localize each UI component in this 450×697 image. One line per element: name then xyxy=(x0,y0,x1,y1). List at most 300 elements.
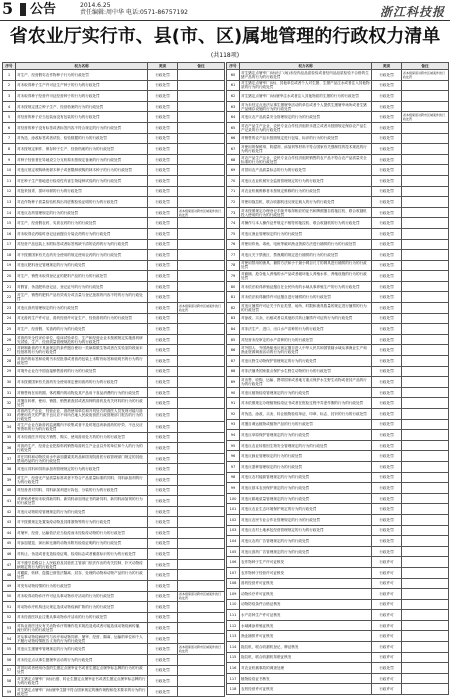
cell-type: 行政处罚 xyxy=(148,559,178,570)
col-header-type: 类别 xyxy=(148,63,178,70)
cell-name: 对违反兽药广告管理规定的行为的行政处罚 xyxy=(240,546,372,557)
table-row xyxy=(3,324,225,335)
cell-type: 行政处罚 xyxy=(372,197,402,208)
cell-name: 对无兽药生产许可证、兽药经营许可证生产、经营兽药的行为的行政处罚 xyxy=(16,313,148,324)
cell-name: 对外国人、外国渔船违反规定擅自进入中华人民共和国管辖水域从事渔业生产和渔业资源调查活动的行为的行政处罚 xyxy=(240,345,372,356)
cell-name: 对冒用农产品质量标志的行为的行政处罚 xyxy=(240,165,372,176)
table-row xyxy=(3,387,225,398)
cell-note xyxy=(402,398,449,409)
cell-name: 对农作物种子质量检验机构出具虚假检验证明的行为的行政处罚 xyxy=(16,197,148,208)
masthead-logo: 浙江科技报 xyxy=(379,5,445,19)
cell-type: 行政处罚 xyxy=(372,165,402,176)
cell-note xyxy=(178,517,225,528)
cell-no: 104 xyxy=(227,536,240,547)
cell-note xyxy=(402,599,449,610)
cell-type: 行政处罚 xyxy=(372,472,402,483)
cell-note xyxy=(402,313,449,324)
cell-type: 行政处罚 xyxy=(372,122,402,133)
col-header-type: 类别 xyxy=(372,63,402,70)
cell-type: 行政许可 xyxy=(372,652,402,663)
left-table-body xyxy=(3,70,225,697)
cell-name: 对未取得种子经营许可证经营种子的行为的行政处罚 xyxy=(16,91,148,102)
cell-no: 118 xyxy=(227,684,240,695)
table-row xyxy=(227,313,449,324)
cell-note xyxy=(402,620,449,631)
cell-no: 85 xyxy=(227,334,240,345)
cell-name: 对违反农药广告管理规定的行为的行政处罚 xyxy=(240,536,372,547)
cell-no: 20 xyxy=(3,271,16,282)
cell-no: 2 xyxy=(3,80,16,91)
cell-note xyxy=(402,684,449,695)
table-row xyxy=(3,281,225,292)
cell-name: 对使用拖拉机、联合收割机违反规定载人的行为的行政处罚 xyxy=(240,197,372,208)
cell-type: 行政处罚 xyxy=(148,250,178,261)
cell-name: 农作物种子经营许可证核发 xyxy=(240,567,372,578)
cell-note xyxy=(402,175,449,186)
cell-name: 对擅自转移、使用、销毁、销售被查封或者扣押的兽药及有关材料的行为的行政处罚 xyxy=(16,398,148,409)
cell-no: 55 xyxy=(3,644,16,655)
table-row xyxy=(227,80,449,91)
cell-name: 对违反农业转基因生物安全管理规定的行为的行政处罚 xyxy=(240,440,372,451)
cell-note xyxy=(178,676,225,687)
cell-note xyxy=(178,197,225,208)
table-row xyxy=(227,620,449,631)
cell-type: 行政处罚 xyxy=(148,453,178,464)
cell-type: 行政处罚 xyxy=(148,345,178,356)
cell-name: 对销售的农产品未按照规定进行包装、标识的行为的行政处罚 xyxy=(240,133,372,144)
cell-name: 对违反农产品质量安全管理规定的行为的行政处罚 xyxy=(240,112,372,123)
cell-type: 行政处罚 xyxy=(148,324,178,335)
cell-no: 31 xyxy=(3,387,16,398)
cell-type: 行政处罚 xyxy=(148,602,178,613)
table-row xyxy=(3,453,225,464)
cell-type: 行政处罚 xyxy=(372,292,402,303)
cell-note xyxy=(178,250,225,261)
cell-name: 对抢采掠青、损坏母树的行为的行政处罚 xyxy=(16,186,148,197)
cell-type: 行政处罚 xyxy=(372,154,402,165)
cell-note xyxy=(178,538,225,549)
cell-no: 60 xyxy=(227,70,240,81)
table-row xyxy=(227,652,449,663)
cell-note xyxy=(178,485,225,496)
cell-type: 行政处罚 xyxy=(148,133,178,144)
cell-note xyxy=(178,80,225,91)
cell-no: 81 xyxy=(227,292,240,303)
cell-name: 对发布动物疫情的行为的行政处罚 xyxy=(16,580,148,591)
table-row xyxy=(3,676,225,687)
table-row xyxy=(227,493,449,504)
table-row xyxy=(3,443,225,454)
cell-no: 9 xyxy=(3,154,16,165)
cell-no: 79 xyxy=(227,271,240,282)
cell-type: 行政处罚 xyxy=(372,133,402,144)
cell-note xyxy=(178,271,225,282)
cell-type: 行政处罚 xyxy=(148,443,178,454)
table-row xyxy=(3,474,225,485)
table-row xyxy=(227,366,449,377)
cell-type: 行政处罚 xyxy=(148,580,178,591)
cell-name: 对未经定点从事生猪屠宰活动的行为的行政处罚 xyxy=(16,655,148,666)
cell-name: 对生产、销售未取得登记证的肥料产品的行为的行政处罚 xyxy=(16,271,148,282)
cell-name: 渔业捕捞许可证核发 xyxy=(240,631,372,642)
cell-note xyxy=(178,559,225,570)
cell-type: 行政处罚 xyxy=(148,334,178,345)
cell-no: 117 xyxy=(227,673,240,684)
cell-type: 行政处罚 xyxy=(372,91,402,102)
cell-note xyxy=(402,80,449,91)
table-row xyxy=(227,398,449,409)
cell-note xyxy=(178,292,225,303)
cell-name: 对违反耕地质量管理规定的行为的行政处罚 xyxy=(240,493,372,504)
cell-no: 103 xyxy=(227,525,240,536)
table-row xyxy=(3,292,225,303)
cell-name: 动物诊疗许可证核发 xyxy=(240,589,372,600)
cell-note xyxy=(402,387,449,398)
cell-type: 行政处罚 xyxy=(148,591,178,602)
cell-type: 行政处罚 xyxy=(148,101,178,112)
cell-type: 行政许可 xyxy=(372,578,402,589)
table-row xyxy=(3,239,225,250)
cell-note xyxy=(178,474,225,485)
col-header-note: 备注 xyxy=(402,63,449,70)
cell-note xyxy=(178,527,225,538)
cell-type: 行政处罚 xyxy=(148,686,178,697)
cell-note xyxy=(178,324,225,335)
cell-no: 76 xyxy=(227,239,240,250)
cell-no: 15 xyxy=(3,218,16,229)
cell-no: 30 xyxy=(3,377,16,388)
cell-no: 101 xyxy=(227,504,240,515)
cell-type: 行政处罚 xyxy=(372,80,402,91)
table-row xyxy=(3,559,225,570)
table-row xyxy=(3,527,225,538)
cell-no: 68 xyxy=(227,154,240,165)
cell-name: 对动物诊疗机构违反规定造成动物疫病扩散的行为的行政处罚 xyxy=(16,602,148,613)
cell-no: 115 xyxy=(227,652,240,663)
cell-note xyxy=(178,165,225,176)
cell-name: 对从事动物疫病研究与诊疗和动物饲养、屠宰、经营、隔离、运输的单位和个人不履行动物疫情报告义务的行为的行政处罚 xyxy=(16,633,148,644)
cell-no: 14 xyxy=(3,207,16,218)
cell-type: 行政处罚 xyxy=(372,461,402,472)
table-row xyxy=(3,356,225,367)
right-table xyxy=(226,62,449,695)
table-row xyxy=(227,461,449,472)
cell-no: 36 xyxy=(3,443,16,454)
cell-no: 71 xyxy=(227,186,240,197)
table-row xyxy=(227,175,449,186)
cell-name: 对违反饲料和饲料添加剂管理规定的行为的行政处罚 xyxy=(16,464,148,475)
cell-type: 行政许可 xyxy=(372,557,402,568)
cell-no: 62 xyxy=(227,91,240,102)
cell-type: 行政处罚 xyxy=(372,377,402,388)
cell-type: 行政许可 xyxy=(372,599,402,610)
cell-no: 84 xyxy=(227,324,240,335)
table-row xyxy=(227,684,449,695)
table-row xyxy=(3,409,225,422)
cell-name: 对生产、经营假劣农作物种子行为的行政处罚 xyxy=(16,70,148,81)
table-row xyxy=(227,292,449,303)
cell-type: 行政处罚 xyxy=(372,451,402,462)
cell-type: 行政处罚 xyxy=(372,313,402,324)
table-row xyxy=(3,538,225,549)
cell-name: 对违反基本农田保护规定的行为的行政处罚 xyxy=(240,483,372,494)
cell-note xyxy=(402,218,449,229)
table-row xyxy=(3,144,225,155)
cell-name: 对违反兽药管理规定的行为的行政处罚 xyxy=(16,303,148,314)
cell-name: 对未按照国家有关兽药安全使用规定使用兽药的行为的行政处罚 xyxy=(16,377,148,388)
cell-no: 113 xyxy=(227,631,240,642)
editor-line: 责任编辑:周中华 xyxy=(80,9,125,16)
cell-note xyxy=(402,546,449,557)
cell-no: 95 xyxy=(227,440,240,451)
cell-name: 对为未经定点违法从事生猪屠宰活动的单位或者个人提供生猪屠宰场所或者生猪产品储存设施的行为的行政处罚 xyxy=(240,101,372,112)
table-row xyxy=(3,186,225,197)
cell-type: 行政处罚 xyxy=(148,292,178,303)
table-row xyxy=(3,633,225,644)
cell-name: 对执业兽医违反有关动物诊疗的操作技术规范造成或者可能造成动物疫病传播、流行的行为的行政处罚 xyxy=(16,623,148,634)
cell-name: 对使用炸鱼、毒鱼、电鱼等破坏渔业资源方法进行捕捞的行为的行政处罚 xyxy=(240,239,372,250)
cell-type: 行政处罚 xyxy=(148,313,178,324)
cell-note: 省本级保留对跨市区域案件的行政处罚 xyxy=(178,207,225,218)
cell-name: 对农产品生产企业、农民专业合作经济组织销售的农产品不符合农产品质量安全标准的行为的行政处罚 xyxy=(240,154,372,165)
cell-no: 29 xyxy=(3,366,16,377)
cell-note xyxy=(178,228,225,239)
cell-name: 水域滩涂养殖证核发 xyxy=(240,620,372,631)
cell-no: 34 xyxy=(3,422,16,433)
table-row xyxy=(3,345,225,356)
table-row xyxy=(227,144,449,155)
table-row xyxy=(3,644,225,655)
cell-type: 行政处罚 xyxy=(148,175,178,186)
cell-note xyxy=(402,377,449,388)
cell-type: 行政处罚 xyxy=(148,644,178,655)
cell-no: 42 xyxy=(3,506,16,517)
cell-no: 93 xyxy=(227,419,240,430)
cell-type: 行政处罚 xyxy=(372,504,402,515)
table-row xyxy=(227,451,449,462)
cell-no: 26 xyxy=(3,334,16,345)
cell-note xyxy=(402,334,449,345)
cell-name: 对违反农村能源管理规定的行为的行政处罚 xyxy=(240,472,372,483)
cell-type: 行政处罚 xyxy=(372,536,402,547)
table-row xyxy=(227,642,449,653)
table-row xyxy=(227,91,449,102)
cell-no: 46 xyxy=(3,549,16,560)
cell-name: 对违反农业生态环境保护规定的行为的行政处罚 xyxy=(240,504,372,515)
cell-note xyxy=(178,175,225,186)
table-row xyxy=(3,398,225,409)
cell-type: 行政处罚 xyxy=(372,409,402,420)
cell-no: 83 xyxy=(227,313,240,324)
cell-type: 行政处罚 xyxy=(148,633,178,644)
cell-note xyxy=(178,387,225,398)
cell-note xyxy=(402,197,449,208)
cell-type: 行政处罚 xyxy=(148,432,178,443)
cell-type: 行政许可 xyxy=(372,631,402,642)
cell-name: 对违反农药管理规定的行为的行政处罚 xyxy=(16,207,148,218)
cell-no: 116 xyxy=(227,663,240,674)
cell-no: 91 xyxy=(227,398,240,409)
cell-no: 25 xyxy=(3,324,16,335)
cell-no: 72 xyxy=(227,197,240,208)
cell-name: 兽药经营许可证核发 xyxy=(240,578,372,589)
cell-name: 拖拉机、联合收割机驾驶证核发 xyxy=(240,652,372,663)
cell-type: 行政处罚 xyxy=(148,506,178,517)
cell-type: 行政处罚 xyxy=(148,549,178,560)
cell-no: 100 xyxy=(227,493,240,504)
cell-note xyxy=(178,570,225,581)
cell-type: 行政处罚 xyxy=(372,207,402,218)
table-row xyxy=(3,218,225,229)
cell-no: 86 xyxy=(227,345,240,356)
cell-name: 对销售尚在用药期、休药期内的动物及其产品用于食品消费的行为的行政处罚 xyxy=(16,387,148,398)
cell-note xyxy=(402,567,449,578)
cell-note xyxy=(402,165,449,176)
cell-no: 70 xyxy=(227,175,240,186)
cell-no: 24 xyxy=(3,313,16,324)
table-row xyxy=(3,422,225,433)
cell-note xyxy=(178,218,225,229)
cell-note xyxy=(402,578,449,589)
table-row xyxy=(3,464,225,475)
cell-note xyxy=(178,602,225,613)
cell-name: 对违反野生动物保护管理规定的行为的行政处罚 xyxy=(240,356,372,367)
cell-no: 52 xyxy=(3,612,16,623)
table-row xyxy=(227,70,449,81)
cell-type: 行政许可 xyxy=(372,620,402,631)
table-row xyxy=(3,70,225,81)
cell-type: 行政处罚 xyxy=(148,655,178,666)
cell-no: 43 xyxy=(3,517,16,528)
cell-no: 114 xyxy=(227,642,240,653)
table-row xyxy=(227,546,449,557)
cell-note xyxy=(178,133,225,144)
cell-name: 对未按规定建立种子生产、经营档案的行为的行政处罚 xyxy=(16,101,148,112)
right-table-body xyxy=(227,70,449,695)
cell-name: 对生产、销售的肥料产品有效成分或含量与登记批准的内容不符的行为的行政处罚 xyxy=(16,292,148,303)
cell-note xyxy=(178,655,225,666)
cell-type: 行政许可 xyxy=(372,642,402,653)
table-row xyxy=(227,154,449,165)
cell-type: 行政处罚 xyxy=(372,514,402,525)
cell-type: 行政处罚 xyxy=(148,474,178,485)
cell-no: 92 xyxy=(227,409,240,420)
cell-type: 行政处罚 xyxy=(372,546,402,557)
cell-name: 对兽药生产企业、经营企业、兽药使用单位和开具处方的兽医人员发现可能与兽药使用有关的严重不良反应不向所在地人民政府兽医行政管理部门报告的行为的行政处罚 xyxy=(16,409,148,422)
cell-note xyxy=(178,260,225,271)
cell-note xyxy=(402,483,449,494)
cell-no: 35 xyxy=(3,432,16,443)
cell-no: 74 xyxy=(227,218,240,229)
table-row xyxy=(3,175,225,186)
cell-note xyxy=(402,292,449,303)
cell-note xyxy=(402,260,449,271)
table-row xyxy=(3,377,225,388)
cell-no: 4 xyxy=(3,101,16,112)
cell-no: 109 xyxy=(227,589,240,600)
cell-no: 19 xyxy=(3,260,16,271)
table-row xyxy=(227,101,449,112)
cell-note xyxy=(178,665,225,676)
cell-note xyxy=(178,409,225,422)
cell-no: 50 xyxy=(3,591,16,602)
header-rule xyxy=(0,20,450,21)
table-row xyxy=(227,430,449,441)
cell-type: 行政处罚 xyxy=(148,538,178,549)
cell-type: 行政处罚 xyxy=(148,80,178,91)
cell-no: 65 xyxy=(227,122,240,133)
table-row xyxy=(3,591,225,602)
table-row xyxy=(3,602,225,613)
cell-type: 行政处罚 xyxy=(372,663,402,674)
table-row xyxy=(227,239,449,250)
cell-note xyxy=(402,663,449,674)
cell-name: 对兽药的标签和说明书未经批准或者兽药包装上未附有标签和说明书的行为的行政处罚 xyxy=(16,356,148,367)
cell-note xyxy=(178,686,225,697)
cell-type: 行政处罚 xyxy=(372,144,402,155)
cell-type: 行政处罚 xyxy=(372,239,402,250)
col-header-name: 权力名称 xyxy=(240,63,372,70)
cell-note xyxy=(178,144,225,155)
cell-no: 97 xyxy=(227,461,240,472)
table-row xyxy=(227,536,449,547)
cell-no: 44 xyxy=(3,527,16,538)
cell-name: 对生产、经营无产品质量标准或者不符合产品质量标准的饲料、饲料添加剂的行为的行政处罚 xyxy=(16,474,148,485)
cell-type: 行政处罚 xyxy=(148,496,178,507)
table-row xyxy=(3,228,225,239)
cell-note xyxy=(178,91,225,102)
cell-type: 行政处罚 xyxy=(148,197,178,208)
cell-name: 对生产、经营假农药、劣质农药的行为的行政处罚 xyxy=(16,218,148,229)
cell-type: 行政处罚 xyxy=(372,101,402,112)
cell-type: 行政处罚 xyxy=(372,493,402,504)
cell-name: 对操作与本人操作证件规定不相符的拖拉机、联合收割机的行为的行政处罚 xyxy=(240,218,372,229)
table-row xyxy=(227,557,449,568)
cell-no: 37 xyxy=(3,453,16,464)
cell-note xyxy=(402,345,449,356)
cell-note xyxy=(178,398,225,409)
table-row xyxy=(3,612,225,623)
table-row xyxy=(3,303,225,314)
cell-type: 行政处罚 xyxy=(148,218,178,229)
cell-note xyxy=(402,673,449,684)
cell-note: 省本级保留对跨市区域案件的行政处罚 xyxy=(402,70,449,81)
cell-type: 行政处罚 xyxy=(148,165,178,176)
cell-no: 94 xyxy=(227,430,240,441)
cell-note xyxy=(402,356,449,367)
cell-no: 107 xyxy=(227,567,240,578)
cell-name: 对不按照国家有关农药安全使用的规定使用农药的行为的行政处罚 xyxy=(16,250,148,261)
cell-no: 16 xyxy=(3,228,16,239)
cell-no: 111 xyxy=(227,610,240,621)
table-row xyxy=(227,281,449,292)
cell-no: 11 xyxy=(3,175,16,186)
cell-no: 1 xyxy=(3,70,16,81)
cell-note xyxy=(402,133,449,144)
cell-type: 行政处罚 xyxy=(372,525,402,536)
cell-name: 对非法生产、进口、出口水产苗种的行为的行政处罚 xyxy=(240,324,372,335)
cell-note xyxy=(402,207,449,218)
cell-name: 对未依法取得养殖证擅自在全民所有的水域从事养殖生产的行为的行政处罚 xyxy=(240,281,372,292)
cell-type: 行政许可 xyxy=(372,684,402,695)
cell-note xyxy=(178,345,225,356)
table-row xyxy=(227,419,449,430)
cell-type: 行政处罚 xyxy=(148,186,178,197)
table-row xyxy=(3,91,225,102)
cell-name: 对经营产品包装上未附标签或者标签残缺不清的农药的行为的行政处罚 xyxy=(16,239,148,250)
cell-no: 78 xyxy=(227,260,240,271)
cell-note xyxy=(402,504,449,515)
